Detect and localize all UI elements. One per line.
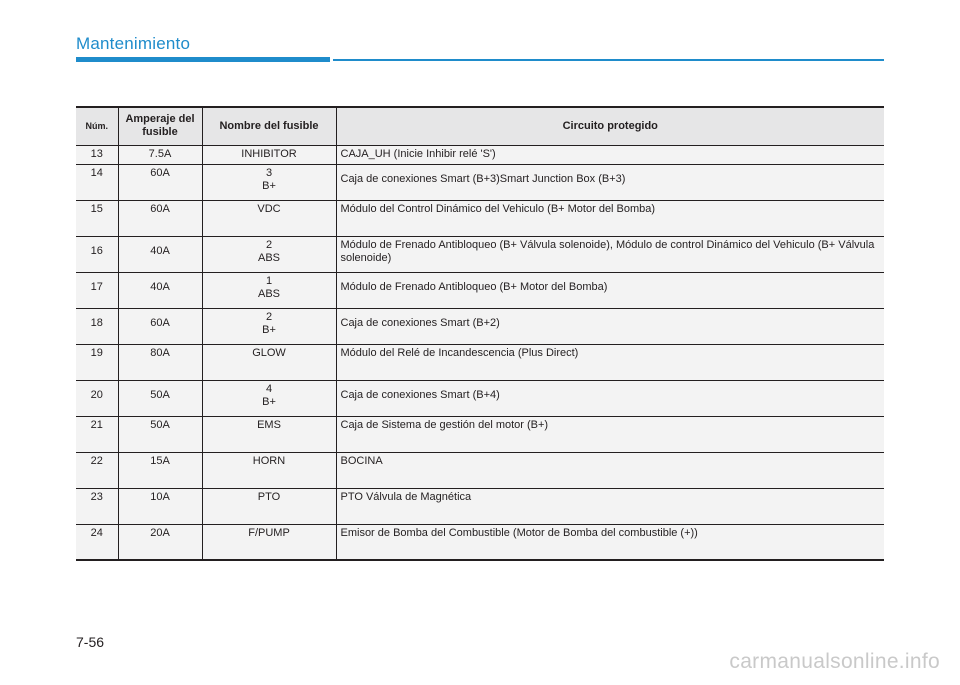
fuse-table [76,106,884,561]
header-circuit: Circuito protegido [336,107,884,145]
table-row [76,145,884,164]
fuse-num-text: 18 [90,316,103,329]
fuse-num: 13 [76,145,118,164]
fuse-amperage: 60A [118,164,202,200]
fuse-circuit-text: Caja de conexiones Smart (B+4) [340,388,500,401]
fuse-num [76,236,118,272]
fuse-name: PTO [202,488,336,524]
fuse-num [76,308,118,344]
fuse-name-line2: ABS [257,287,280,300]
fuse-circuit [336,272,884,308]
fuse-num [76,380,118,416]
fuse-name-line1: 2 [265,238,273,251]
fuse-name-line2: ABS [257,251,280,264]
fuse-circuit: CAJA_UH (Inicie Inhibir relé 'S') [336,145,884,164]
fuse-amperage: 7.5A [118,145,202,164]
fuse-name: GLOW [202,344,336,380]
fuse-name-line2: B+ [262,323,276,336]
fuse-name: VDC [202,200,336,236]
fuse-name [202,380,336,416]
fuse-amperage-text: 40A [150,244,170,257]
fuse-circuit: Caja de Sistema de gestión del motor (B+) [336,416,884,452]
fuse-circuit [336,380,884,416]
table-row [76,452,884,488]
header-num: Núm. [76,107,118,145]
fuse-num: 21 [76,416,118,452]
fuse-name [202,236,336,272]
table-header-row [76,107,884,145]
fuse-circuit-text: Caja de conexiones Smart (B+2) [340,316,500,329]
fuse-name [202,272,336,308]
fuse-amperage [118,380,202,416]
watermark: carmanualsonline.info [729,650,940,673]
fuse-name: INHIBITOR [202,145,336,164]
table-row [76,308,884,344]
fuse-amperage-text: 40A [150,280,170,293]
fuse-circuit [336,308,884,344]
fuse-name-line2: B+ [262,179,276,192]
fuse-num: 23 [76,488,118,524]
fuse-name-line1: 4 [265,382,273,395]
fuse-amperage-text: 60A [150,316,170,329]
fuse-amperage: 15A [118,452,202,488]
table-row [76,344,884,380]
fuse-num: 24 [76,524,118,560]
fuse-name-line1: 1 [265,274,273,287]
fuse-circuit-text: Caja de conexiones Smart (B+3)Smart Junction Box (B+3) [340,172,626,185]
fuse-amperage: 20A [118,524,202,560]
table-row [76,524,884,560]
page-number: 7-56 [76,634,105,650]
fuse-name-line2: B+ [262,395,276,408]
table-row [76,488,884,524]
fuse-name: EMS [202,416,336,452]
fuse-num-text: 20 [90,388,103,401]
fuse-circuit: Módulo de Frenado Antibloqueo (B+ Válvula solenoide), Módulo de control Dinámico del Vehiculo (B+ Válvula solenoide) [336,236,884,272]
fuse-circuit: PTO Válvula de Magnética [336,488,884,524]
table-row [76,236,884,272]
header-amperage: Amperaje del fusible [118,107,202,145]
fuse-amperage: 10A [118,488,202,524]
header-fuse-name: Nombre del fusible [202,107,336,145]
table-row [76,200,884,236]
fuse-amperage-text: 50A [150,388,170,401]
fuse-name-line1: 2 [265,310,273,323]
fuse-amperage: 80A [118,344,202,380]
fuse-amperage [118,236,202,272]
fuse-num: 22 [76,452,118,488]
fuse-circuit: Emisor de Bomba del Combustible (Motor de Bomba del combustible (+)) [336,524,884,560]
fuse-num: 15 [76,200,118,236]
fuse-circuit-text: Módulo de Frenado Antibloqueo (B+ Motor del Bomba) [340,280,608,293]
fuse-name-line1: 3 [265,166,273,179]
fuse-name [202,164,336,200]
fuse-num [76,272,118,308]
section-title: Mantenimiento [76,34,191,53]
table-row [76,416,884,452]
fuse-name: HORN [202,452,336,488]
fuse-num: 14 [76,164,118,200]
section-rule-thin [333,59,884,61]
fuse-amperage: 50A [118,416,202,452]
section-rule-thick [76,57,330,62]
fuse-amperage [118,272,202,308]
fuse-num-text: 17 [90,280,103,293]
table-row [76,164,884,200]
fuse-name [202,308,336,344]
fuse-num: 19 [76,344,118,380]
table-row [76,380,884,416]
table-row [76,272,884,308]
fuse-amperage: 60A [118,200,202,236]
fuse-name: F/PUMP [202,524,336,560]
fuse-circuit: Módulo del Control Dinámico del Vehiculo (B+ Motor del Bomba) [336,200,884,236]
fuse-amperage [118,308,202,344]
fuse-circuit: BOCINA [336,452,884,488]
fuse-circuit [336,164,884,200]
fuse-circuit: Módulo del Relé de Incandescencia (Plus Direct) [336,344,884,380]
fuse-num-text: 16 [90,244,103,257]
